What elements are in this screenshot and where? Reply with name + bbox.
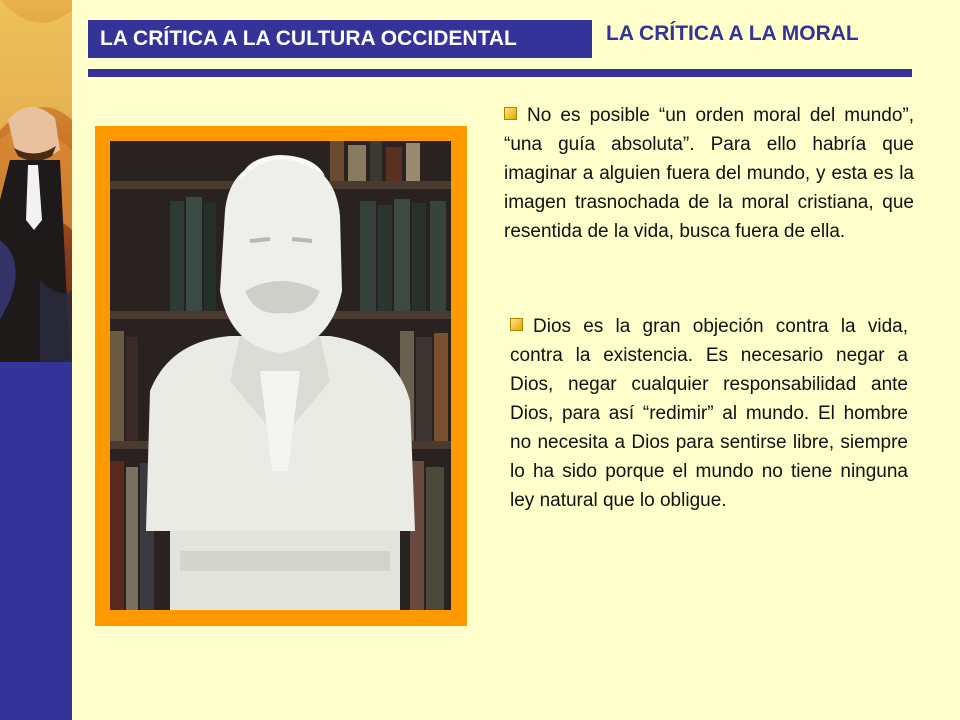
bullet-icon: [510, 318, 523, 331]
header-divider: [88, 69, 912, 77]
paragraph-god-objection: [510, 312, 908, 515]
section-title: LA CRÍTICA A LA CULTURA OCCIDENTAL: [100, 27, 517, 50]
portrait-painting-image: [0, 0, 72, 362]
bust-photo-image: [110, 141, 451, 610]
section-title-box: [88, 20, 592, 58]
paragraph-2-text: Dios es la gran objeción contra la vida, contra la existencia. Es necesario negar a Dios, negar cualquier responsabilidad ante Dios, para así “redimir” al mundo. El hombre no necesita a Dios para sentirse libre, siempre lo ha sido porque el mundo no tiene ninguna ley natural que lo obligue.: [510, 316, 908, 511]
slide-subtitle: LA CRÍTICA A LA MORAL: [606, 22, 859, 45]
bullet-icon: [504, 107, 517, 120]
paragraph-1-text: No es posible “un orden moral del mundo”, “una guía absoluta”. Para ello habría que imaginar a alguien fuera del mundo, y esta es la imagen trasnochada de la moral cristiana, que resentida de la vida, busca fuera de ella.: [504, 105, 914, 242]
paragraph-moral-order: [504, 101, 914, 246]
